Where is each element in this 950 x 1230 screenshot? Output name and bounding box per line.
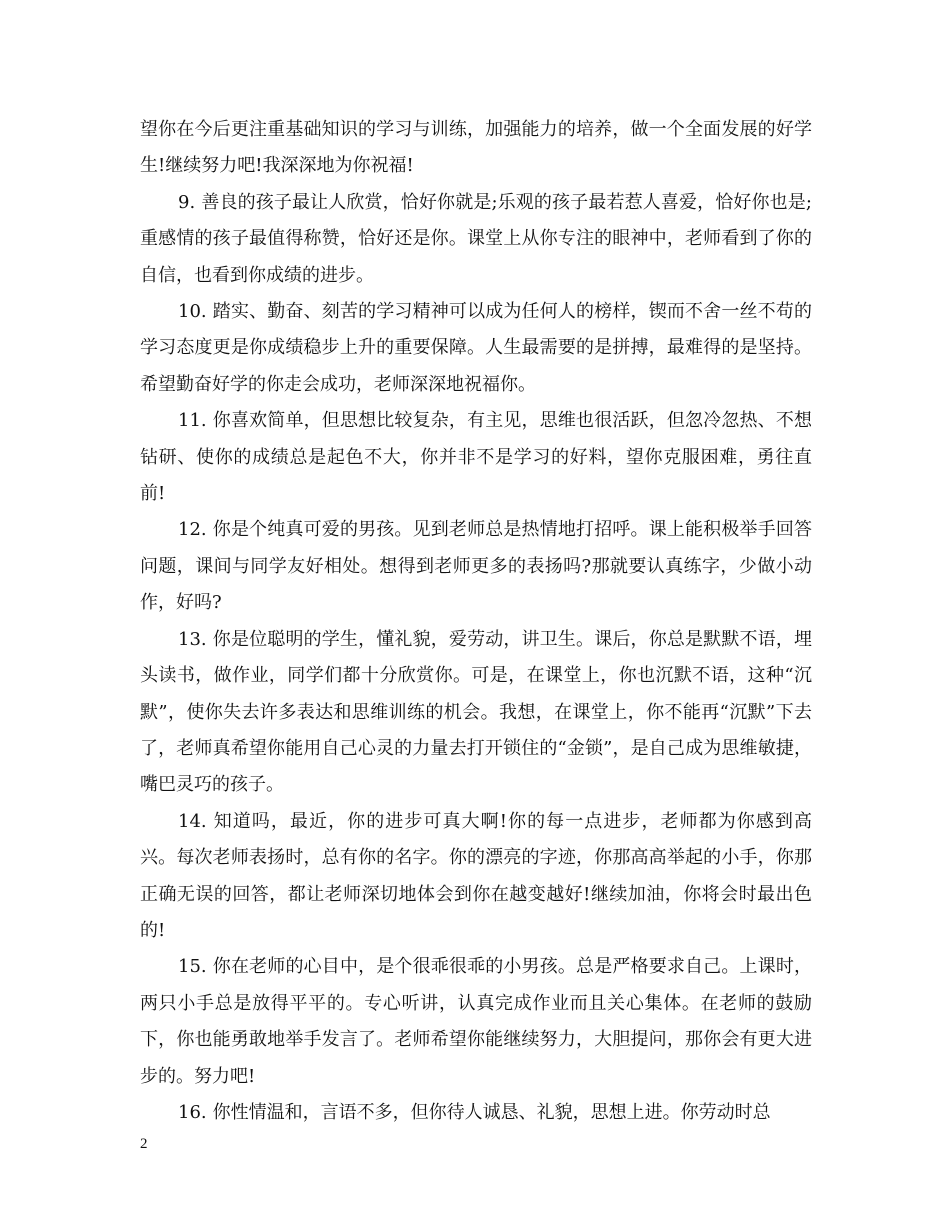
paragraph-number: 14. [178,810,207,832]
paragraph-text: 你是个纯真可爱的男孩。见到老师总是热情地打招呼。课上能积极举手回答问题，课间与同学友好相处。想得到老师更多的表扬吗?那就要认真练字，少做小动作，好吗? [140,519,812,614]
paragraph-13 [140,622,812,804]
paragraph-16 [140,1095,812,1131]
paragraph-number: 10. [178,301,207,323]
paragraph-12 [140,512,812,621]
paragraph-number: 12. [178,519,207,541]
paragraph-text: 望你在今后更注重基础知识的学习与训练，加强能力的培养，做一个全面发展的好学生!继续努力吧!我深深地为你祝福! [140,119,812,177]
paragraph-text: 踏实、勤奋、刻苦的学习精神可以成为任何人的榜样，锲而不舍一丝不苟的学习态度更是你成绩稳步上升的重要保障。人生最需要的是拼搏，最难得的是坚持。希望勤奋好学的你走会成功，老师深深地祝福你。 [140,301,812,395]
page-number: 2 [140,1136,148,1152]
paragraph-text: 你是位聪明的学生，懂礼貌，爱劳动，讲卫生。课后，你总是默默不语，埋头读书，做作业，同学们都十分欣赏你。可是，在课堂上，你也沉默不语，这种“沉默”，使你失去许多表达和思维训练的机会。我想，在课堂上，你不能再“沉默”下去了，老师真希望你能用自己心灵的力量去打开锁住的“金锁”，是自己成为思维敏捷，嘴巴灵巧的孩子。 [140,628,812,796]
paragraph-11 [140,403,812,512]
document-body [140,112,812,1131]
paragraph-continuation [140,112,812,185]
paragraph-number: 15. [178,956,207,978]
paragraph-number: 13. [178,628,207,650]
paragraph-9 [140,185,812,294]
paragraph-text: 你在老师的心目中，是个很乖很乖的小男孩。总是严格要求自己。上课时，两只小手总是放得平平的。专心听讲，认真完成作业而且关心集体。在老师的鼓励下，你也能勇敢地举手发言了。老师希望你能继续努力，大胆提问，那你会有更大进步的。努力吧! [140,956,812,1087]
paragraph-text: 你喜欢简单，但思想比较复杂，有主见，思维也很活跃，但忽冷忽热、不想钻研、使你的成绩总是起色不大，你并非不是学习的好料，望你克服困难，勇往直前! [140,410,812,505]
paragraph-text: 知道吗，最近，你的进步可真大啊!你的每一点进步，老师都为你感到高兴。每次老师表扬时，总有你的名字。你的漂亮的字迹，你那高高举起的小手，你那正确无误的回答，都让老师深切地体会到你在越变越好!继续加油，你将会时最出色的! [140,810,812,941]
paragraph-text: 善良的孩子最让人欣赏，恰好你就是;乐观的孩子最若惹人喜爱，恰好你也是;重感情的孩子最值得称赞，恰好还是你。课堂上从你专注的眼神中，老师看到了你的自信，也看到你成绩的进步。 [140,191,812,286]
paragraph-14 [140,804,812,950]
paragraph-number: 9. [178,191,196,213]
paragraph-text: 你性情温和，言语不多，但你待人诚恳、礼貌，思想上进。你劳动时总 [212,1101,771,1123]
paragraph-15 [140,949,812,1095]
paragraph-number: 16. [178,1101,207,1123]
paragraph-number: 11. [178,410,207,432]
paragraph-10 [140,294,812,403]
